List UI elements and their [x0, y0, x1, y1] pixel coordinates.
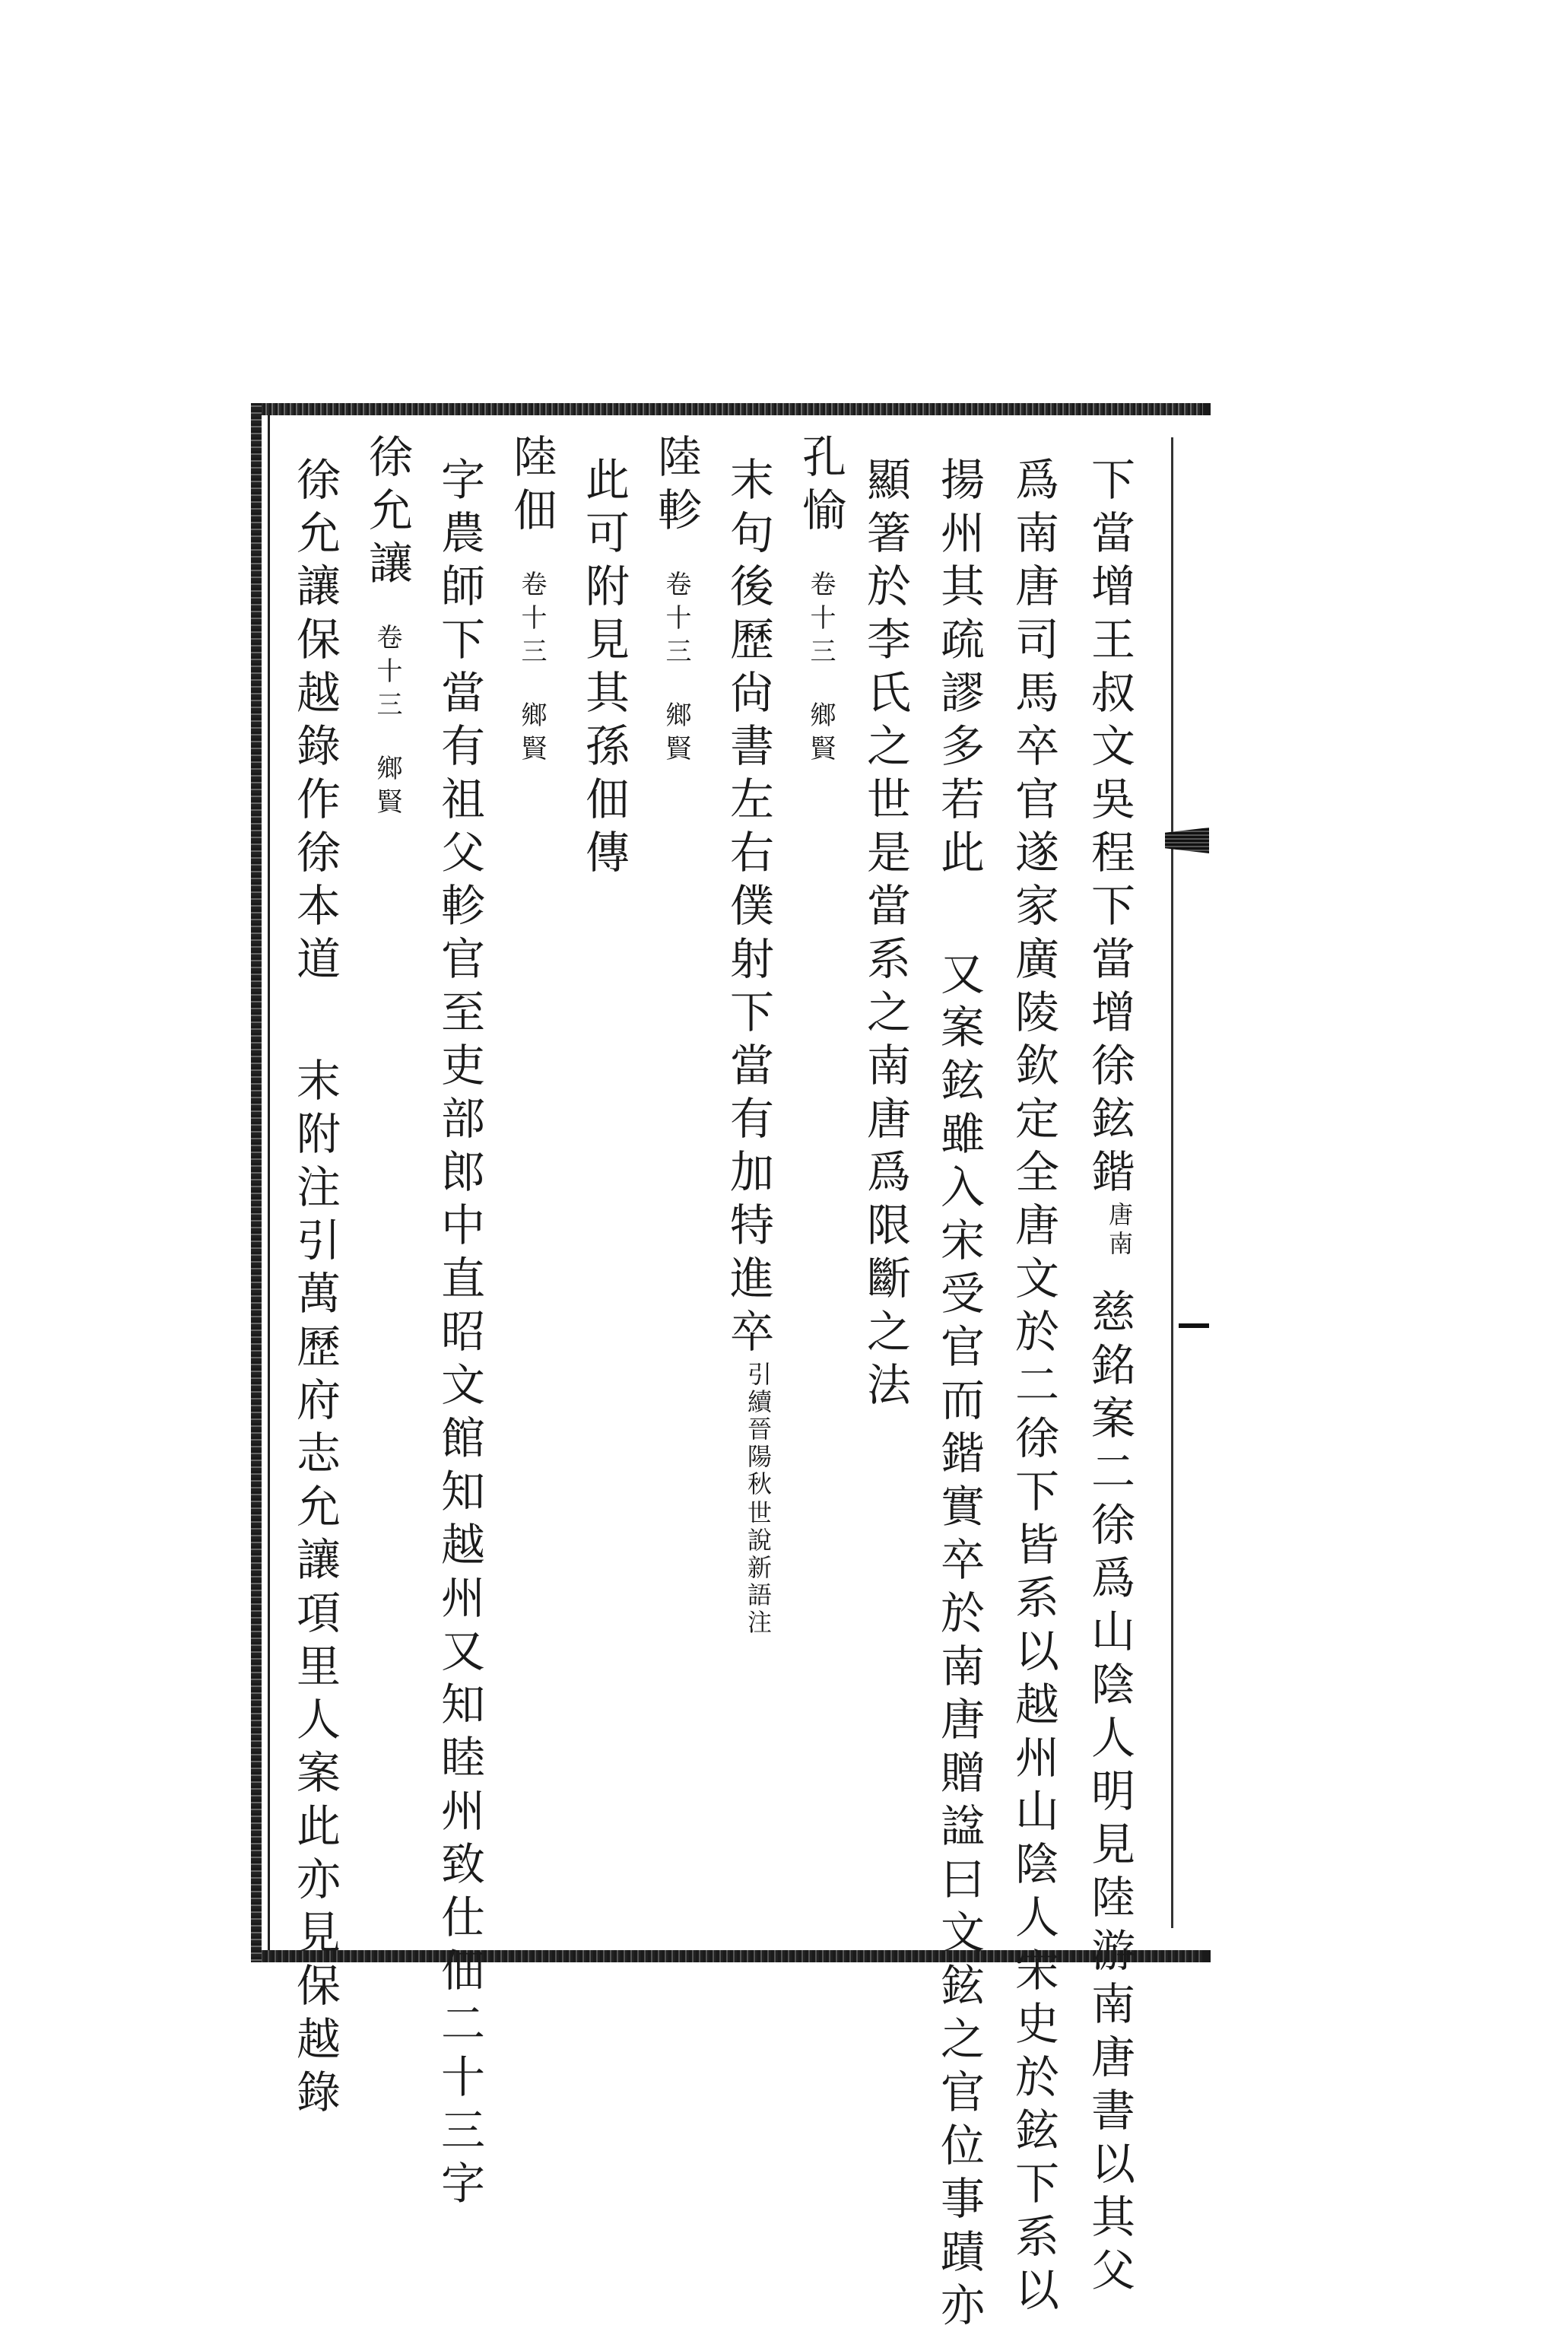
text-column-2: [1008, 456, 1059, 2320]
column-text: 慈銘案二徐爲山陰人明見陸游南唐書以其父: [1084, 1288, 1135, 2300]
frame-left-inner-rule: [268, 415, 270, 1950]
inline-note-line: 唐: [1105, 1202, 1134, 1229]
inline-note-line: 世說新語注: [744, 1500, 773, 1637]
entry-heading: [506, 434, 557, 768]
column-text: 末附注引萬歷府志允讓項里人案此亦見保越錄: [289, 1057, 341, 2122]
frame-top-rule: [251, 403, 1203, 415]
entry-name: 孔愉: [795, 434, 846, 540]
entry-volume: 卷十三: [805, 570, 836, 671]
entry-heading: [795, 434, 846, 768]
text-column-8: [578, 456, 630, 882]
text-column-10: [433, 456, 485, 2213]
inline-note-line: 引續晉陽秋: [744, 1361, 773, 1498]
entry-volume: 卷十三: [372, 624, 402, 724]
text-column-4: [859, 456, 911, 1415]
column-text: 顯箸於李氏之世是當系之南唐爲限斷之法: [859, 456, 911, 1415]
page-number: [1179, 1323, 1209, 1328]
entry-volume: 卷十三: [661, 570, 691, 671]
text-column-1: [1084, 456, 1135, 2300]
entry-heading: [650, 434, 702, 768]
column-text: 爲南唐司馬卒官遂家廣陵欽定全唐文於二徐下皆系以越州山陰人宋史於鉉下系以: [1008, 456, 1059, 2320]
column-text: 徐允讓保越錄作徐本道: [289, 456, 341, 989]
entry-heading: [361, 434, 413, 821]
column-text: 字農師下當有祖父軫官至吏部郎中直昭文館知越州又知睦州致仕佃二十三字: [433, 456, 485, 2213]
entry-name: 徐允讓: [361, 434, 413, 593]
fold-column-line: [1171, 437, 1173, 1928]
entry-category: 鄉賢: [516, 701, 547, 768]
text-column-3: [933, 456, 985, 2335]
inline-note-line: 南: [1105, 1231, 1134, 1258]
entry-category: 鄉賢: [372, 755, 402, 821]
column-text: 又案鉉雖入宋受官而鍇實卒於南唐贈諡曰文鉉之官位事蹟亦: [933, 951, 985, 2335]
entry-category: 鄉賢: [661, 701, 691, 768]
frame-bottom-rule: [251, 1950, 1203, 1962]
fold-bottom-mark: [1203, 1950, 1211, 1962]
column-text: 揚州其疏謬多若此: [933, 456, 985, 882]
column-text: 此可附見其孫佃傳: [578, 456, 630, 882]
entry-volume: 卷十三: [516, 570, 547, 671]
text-column-12: [289, 456, 341, 2122]
inline-note: [744, 1361, 773, 1637]
text-column-6: [722, 456, 774, 1637]
column-text: 末句後歷尙書左右僕射下當有加特進卒: [722, 456, 774, 1361]
entry-name: 陸軫: [650, 434, 702, 540]
entry-name: 陸佃: [506, 434, 557, 540]
column-text: 下當增王叔文吳程下當增徐鉉鍇: [1084, 456, 1135, 1202]
entry-category: 鄉賢: [805, 701, 836, 768]
inline-note: [1106, 1202, 1132, 1258]
frame-left-rule: [251, 403, 262, 1962]
fold-top-mark: [1203, 403, 1211, 415]
